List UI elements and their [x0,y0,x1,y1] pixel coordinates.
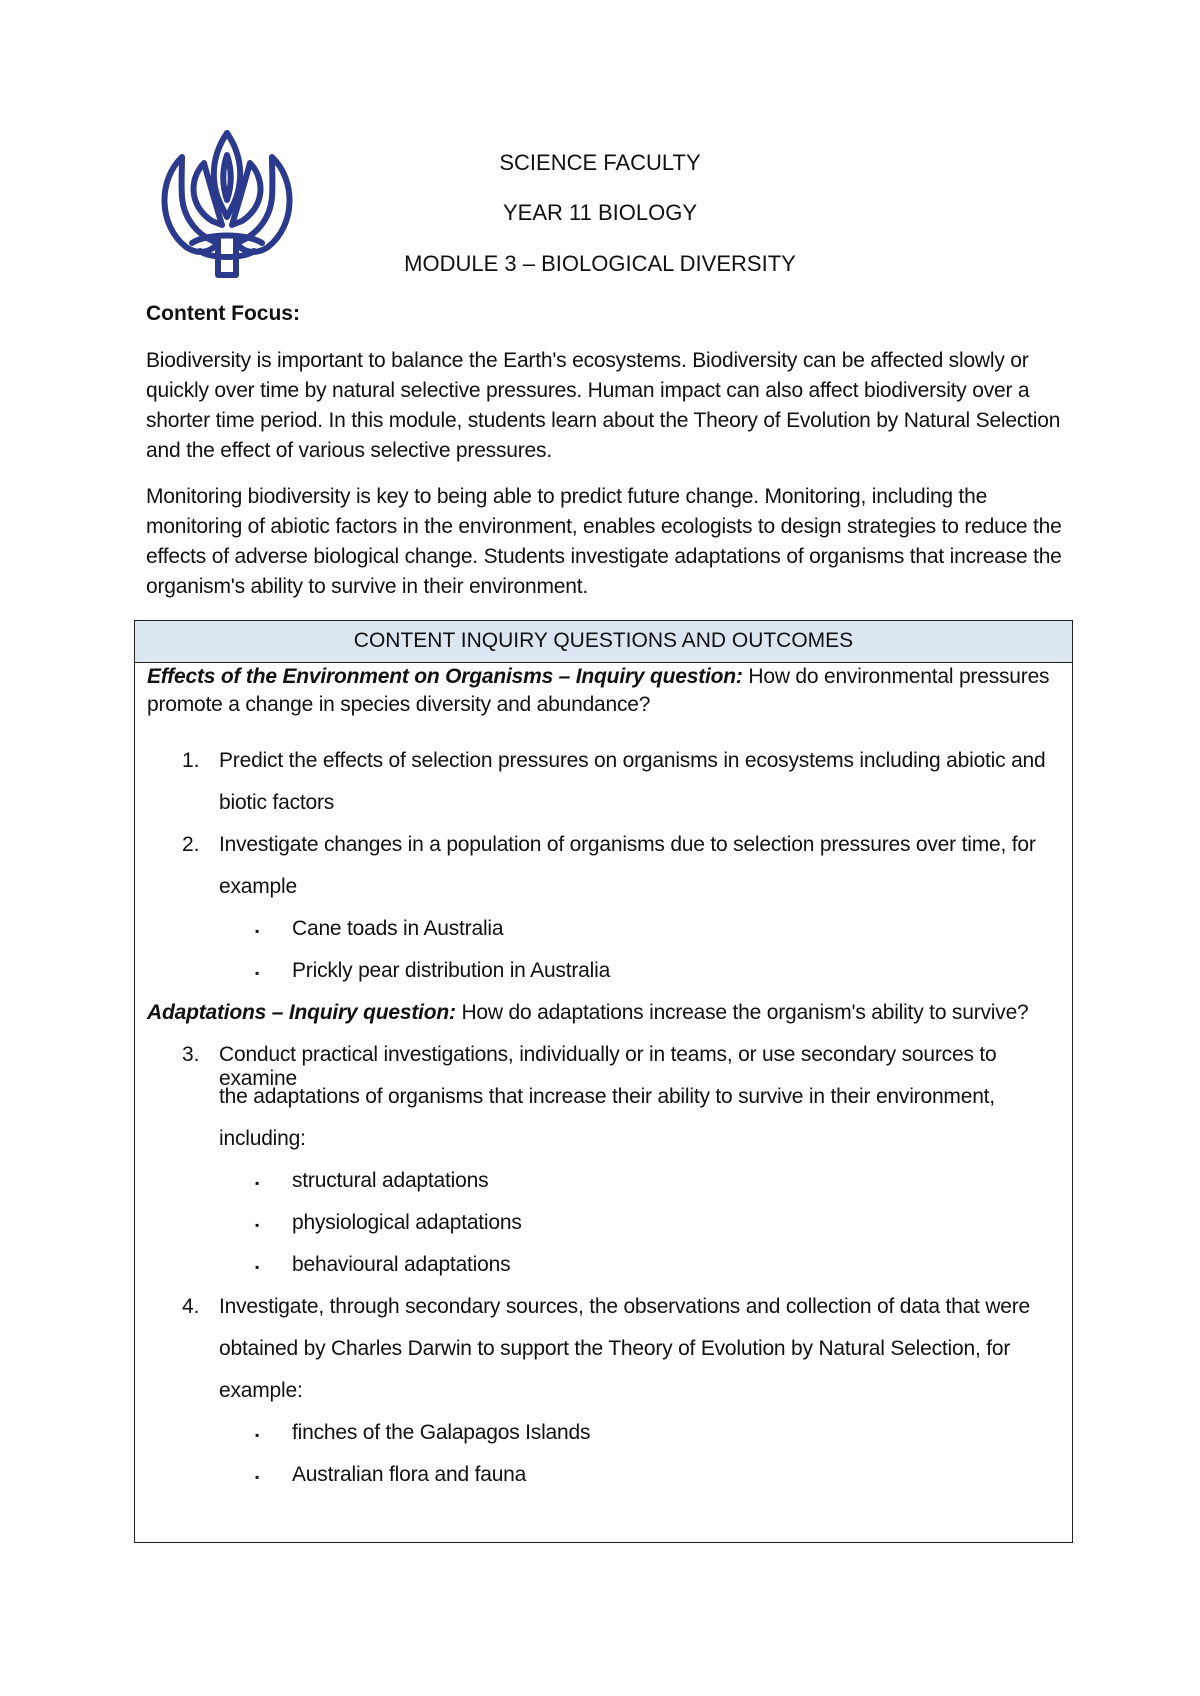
content-focus-label: Content Focus: [146,302,300,325]
section-2-question [147,1001,1029,1025]
item-number: 4. [182,1295,200,1318]
iris-flower-crest-icon [152,125,302,285]
outcome-item-1-line: biotic factors [219,791,335,814]
section-2-title: Adaptations – Inquiry question: [147,1001,456,1024]
paragraph-line: organism's ability to survive in their environment. [146,575,588,598]
section-1-title: Effects of the Environment on Organisms – Inquiry question: [147,665,743,688]
bullet-marker: ▪ [255,1176,260,1190]
paragraph-line: quickly over time by natural selective pressures. Human impact can also affect biodiversity over a [146,379,1030,402]
outcome-item-4-line: Investigate, through secondary sources, the observations and collection of data that were [219,1295,1031,1318]
paragraph-line: Biodiversity is important to balance the Earth's ecosystems. Biodiversity can be affected slowly or [146,349,1029,372]
section-2-question-text: How do adaptations increase the organism's ability to survive? [455,1001,1029,1024]
content-focus-paragraph-1 [146,346,1076,466]
bullet-marker: ▪ [255,1470,260,1484]
module-title: MODULE 3 – BIOLOGICAL DIVERSITY [404,251,796,276]
item-number: 1. [182,749,200,772]
course-title: YEAR 11 BIOLOGY [502,200,697,225]
section-1-question [147,665,1049,689]
list-item: Australian flora and fauna [292,1463,527,1486]
outcome-item-3-line: including: [219,1127,306,1150]
list-item: structural adaptations [292,1169,489,1192]
section-1-question-text: How do environmental pressures [742,665,1050,688]
outcome-item-1-line: Predict the effects of selection pressures on organisms in ecosystems including abiotic and [219,749,1046,772]
bullet-marker: ▪ [255,924,260,938]
outcome-item-3-line: the adaptations of organisms that increase their ability to survive in their environment, [219,1085,995,1108]
item-number: 2. [182,833,200,856]
faculty-title: SCIENCE FACULTY [499,150,701,175]
content-focus-paragraph-2 [146,482,1076,602]
outcome-item-3-line: Conduct practical investigations, individually or in teams, or use secondary sources to examine [219,1043,997,1090]
bullet-marker: ▪ [255,1428,260,1442]
paragraph-line: and the effect of various selective pressures. [146,439,552,462]
section-1-question-cont: promote a change in species diversity and abundance? [147,693,651,716]
list-item: physiological adaptations [292,1211,522,1234]
bullet-marker: ▪ [255,1218,260,1232]
bullet-marker: ▪ [255,966,260,980]
list-item: behavioural adaptations [292,1253,511,1276]
item-number: 3. [182,1043,200,1066]
list-item: Cane toads in Australia [292,917,504,940]
table-heading: CONTENT INQUIRY QUESTIONS AND OUTCOMES [135,621,1072,663]
outcome-item-4-line: example: [219,1379,303,1402]
outcome-item-2-line: example [219,875,297,898]
list-item: Prickly pear distribution in Australia [292,959,611,982]
outcome-item-2-line: Investigate changes in a population of organisms due to selection pressures over time, for [219,833,1036,856]
paragraph-line: Monitoring biodiversity is key to being able to predict future change. Monitoring, including the [146,485,988,508]
bullet-marker: ▪ [255,1260,260,1274]
outcome-item-4-line: obtained by Charles Darwin to support the Theory of Evolution by Natural Selection, for [219,1337,1011,1360]
paragraph-line: effects of adverse biological change. Students investigate adaptations of organisms that increase the [146,545,1062,568]
paragraph-line: monitoring of abiotic factors in the environment, enables ecologists to design strategies to reduce the [146,515,1062,538]
list-item: finches of the Galapagos Islands [292,1421,591,1444]
outcomes-table [134,620,1073,1543]
paragraph-line: shorter time period. In this module, students learn about the Theory of Evolution by Natural Selection [146,409,1061,432]
